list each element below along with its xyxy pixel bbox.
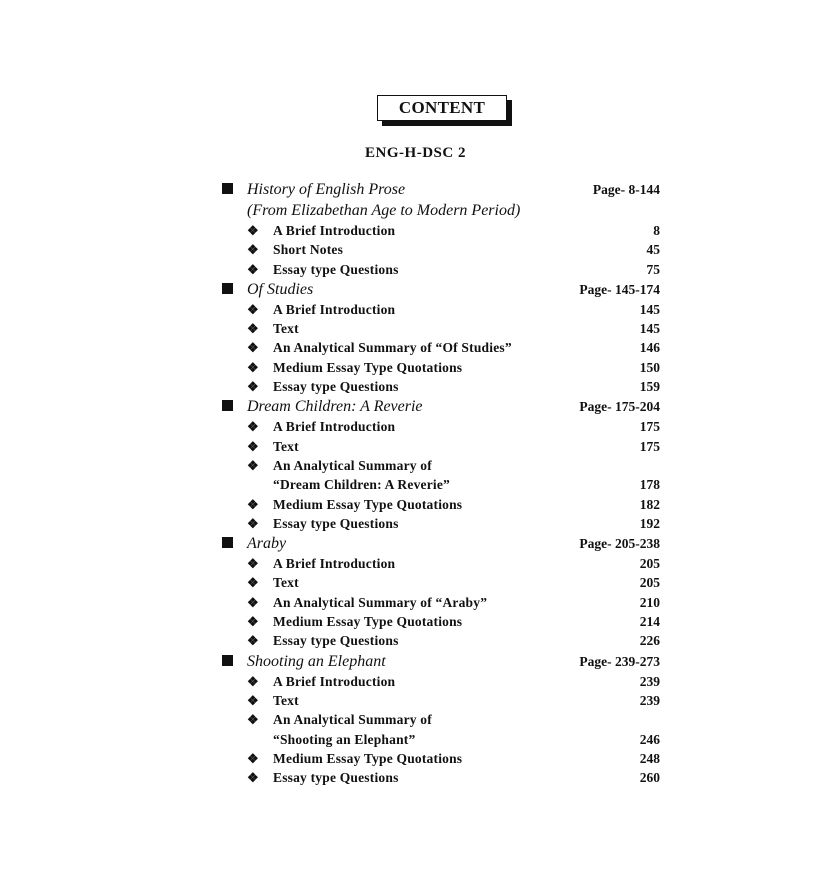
toc-section	[222, 396, 660, 417]
toc-item-page: 246	[639, 731, 660, 747]
section-page-range: Page- 145-174	[579, 281, 660, 297]
toc-item	[222, 377, 660, 396]
diamond-bullet-icon: ❖	[247, 359, 259, 375]
toc-item-page: 205	[639, 556, 660, 572]
toc-item-label: A Brief Introduction	[273, 419, 396, 435]
toc-item	[222, 300, 660, 319]
diamond-bullet-icon: ❖	[247, 457, 259, 473]
toc-item-page: 145	[639, 321, 660, 337]
diamond-bullet-icon: ❖	[247, 419, 259, 435]
toc-item-page: 226	[639, 633, 660, 649]
toc-item-label: A Brief Introduction	[273, 223, 396, 238]
toc-item	[222, 730, 660, 749]
toc-item	[222, 417, 660, 436]
toc-item-label: Essay type Questions	[273, 770, 399, 786]
toc-item-label: A Brief Introduction	[273, 301, 396, 317]
toc-item-page: 145	[639, 301, 660, 317]
toc-item-label: An Analytical Summary of “Araby”	[273, 594, 488, 610]
toc-item-label: A Brief Introduction	[273, 556, 396, 572]
diamond-bullet-icon: ❖	[247, 614, 259, 630]
toc-item	[222, 319, 660, 338]
toc-item-label: Text	[273, 321, 299, 337]
toc-item-page: 182	[639, 496, 660, 512]
diamond-bullet-icon: ❖	[247, 261, 259, 277]
section-title: Araby	[247, 535, 287, 553]
toc-item-page: 75	[646, 261, 660, 277]
toc-section	[222, 279, 660, 300]
toc-item	[222, 612, 660, 631]
section-title: History of English Prose	[247, 181, 406, 198]
section-page-range: Page- 205-238	[579, 536, 660, 552]
toc-item-page: 205	[639, 575, 660, 591]
content-heading-box	[377, 95, 507, 121]
toc-item-page: 175	[639, 419, 660, 435]
toc-item	[222, 749, 660, 768]
toc-item-label: Medium Essay Type Quotations	[273, 496, 463, 512]
diamond-bullet-icon: ❖	[247, 633, 259, 649]
toc-item-label: A Brief Introduction	[273, 673, 396, 689]
toc-item-page: 248	[639, 750, 660, 766]
square-bullet-icon	[222, 283, 233, 294]
toc-section	[222, 179, 660, 200]
toc-item-page: 150	[639, 359, 660, 375]
toc-item-label: Essay type Questions	[273, 379, 399, 395]
toc-item	[222, 338, 660, 357]
square-bullet-icon	[222, 183, 233, 194]
section-subtitle: (From Elizabethan Age to Modern Period)	[247, 202, 521, 219]
diamond-bullet-icon: ❖	[247, 340, 259, 356]
toc-item-page: 239	[639, 673, 660, 689]
toc-item	[222, 358, 660, 377]
diamond-bullet-icon: ❖	[247, 712, 259, 728]
toc-item-page: 214	[639, 614, 660, 630]
square-bullet-icon	[222, 400, 233, 411]
section-title: Of Studies	[247, 280, 314, 298]
table-of-contents	[222, 179, 660, 787]
toc-item-page: 159	[639, 379, 660, 395]
toc-item-page: 45	[646, 242, 660, 258]
section-title: Dream Children: A Reverie	[247, 398, 423, 416]
toc-item-page: 192	[639, 515, 660, 531]
toc-item-label: Essay type Questions	[273, 633, 399, 649]
toc-item	[222, 573, 660, 592]
toc-section-subtitle-row	[222, 200, 660, 221]
diamond-bullet-icon: ❖	[247, 438, 259, 454]
section-title: Shooting an Elephant	[247, 652, 386, 670]
toc-item	[222, 631, 660, 650]
toc-item-page: 260	[639, 770, 660, 786]
toc-item-page: 175	[639, 438, 660, 454]
toc-item	[222, 495, 660, 514]
diamond-bullet-icon: ❖	[247, 515, 259, 531]
diamond-bullet-icon: ❖	[247, 673, 259, 689]
toc-item-label: Text	[273, 692, 299, 708]
toc-item-label: “Shooting an Elephant”	[273, 731, 416, 747]
toc-item-label: An Analytical Summary of “Of Studies”	[273, 340, 512, 356]
diamond-bullet-icon: ❖	[247, 594, 259, 610]
toc-item-label: Short Notes	[273, 242, 344, 258]
toc-item-page: 178	[639, 477, 660, 493]
course-code: ENG-H-DSC 2	[365, 145, 466, 161]
diamond-bullet-icon: ❖	[247, 321, 259, 337]
diamond-bullet-icon: ❖	[247, 223, 259, 238]
toc-item-page: 8	[653, 223, 660, 238]
toc-item	[222, 593, 660, 612]
diamond-bullet-icon: ❖	[247, 770, 259, 786]
section-page-range: Page- 239-273	[579, 653, 660, 669]
toc-section	[222, 651, 660, 672]
diamond-bullet-icon: ❖	[247, 242, 259, 258]
toc-item-label: Essay type Questions	[273, 261, 399, 277]
toc-item-page: 210	[639, 594, 660, 610]
toc-item	[222, 221, 660, 240]
diamond-bullet-icon: ❖	[247, 575, 259, 591]
toc-item	[222, 260, 660, 279]
toc-item-label: An Analytical Summary of	[273, 712, 432, 728]
toc-item-label: Medium Essay Type Quotations	[273, 750, 463, 766]
toc-item	[222, 672, 660, 691]
toc-item	[222, 554, 660, 573]
square-bullet-icon	[222, 655, 233, 666]
diamond-bullet-icon: ❖	[247, 379, 259, 395]
toc-section	[222, 533, 660, 554]
toc-item	[222, 691, 660, 710]
toc-item-label: Text	[273, 575, 299, 591]
section-page-range: Page- 175-204	[579, 399, 660, 415]
toc-item-label: Essay type Questions	[273, 515, 399, 531]
diamond-bullet-icon: ❖	[247, 692, 259, 708]
toc-item	[222, 240, 660, 259]
diamond-bullet-icon: ❖	[247, 496, 259, 512]
toc-item-page: 146	[639, 340, 660, 356]
diamond-bullet-icon: ❖	[247, 750, 259, 766]
toc-item	[222, 768, 660, 787]
toc-item-label: Medium Essay Type Quotations	[273, 359, 463, 375]
toc-item-label: Medium Essay Type Quotations	[273, 614, 463, 630]
toc-item	[222, 456, 660, 475]
section-page-range: Page- 8-144	[592, 182, 660, 197]
toc-item	[222, 710, 660, 729]
diamond-bullet-icon: ❖	[247, 301, 259, 317]
toc-item-label: “Dream Children: A Reverie”	[273, 477, 450, 493]
toc-item	[222, 514, 660, 533]
square-bullet-icon	[222, 537, 233, 548]
toc-item	[222, 475, 660, 494]
toc-item-label: An Analytical Summary of	[273, 457, 432, 473]
toc-item-page: 239	[639, 692, 660, 708]
diamond-bullet-icon: ❖	[247, 556, 259, 572]
content-title: CONTENT	[398, 98, 486, 117]
toc-item	[222, 437, 660, 456]
toc-item-label: Text	[273, 438, 299, 454]
